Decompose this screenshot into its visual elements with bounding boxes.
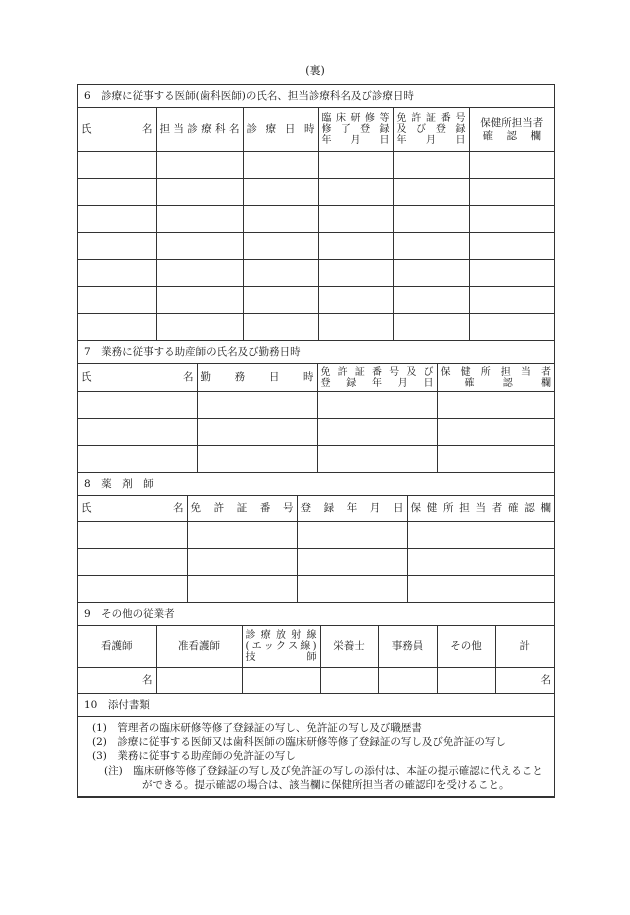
table-cell[interactable] bbox=[197, 392, 317, 419]
table-cell[interactable] bbox=[318, 206, 393, 233]
form-frame bbox=[77, 84, 555, 798]
table-cell[interactable] bbox=[78, 179, 156, 206]
section6-header-training: 臨床研修等 修了登録 年月日 bbox=[318, 108, 393, 152]
table-cell[interactable] bbox=[317, 419, 437, 446]
section7-header-license: 免許証番号及び 登録年月日 bbox=[317, 364, 437, 392]
table-cell[interactable] bbox=[393, 260, 469, 287]
table-cell[interactable] bbox=[78, 233, 156, 260]
table-cell[interactable] bbox=[197, 419, 317, 446]
table-cell[interactable] bbox=[469, 179, 554, 206]
table-cell[interactable] bbox=[393, 179, 469, 206]
section9-table bbox=[78, 603, 554, 694]
table-cell[interactable] bbox=[318, 260, 393, 287]
table-cell[interactable] bbox=[469, 152, 554, 179]
section9-header-assistant-nurse: 准看護師 bbox=[156, 626, 242, 668]
section9-nurse-count[interactable]: 名 bbox=[78, 668, 156, 694]
table-row bbox=[78, 446, 554, 473]
section6-header-schedule: 診療日時 bbox=[243, 108, 318, 152]
table-cell[interactable] bbox=[469, 233, 554, 260]
section8-header-check: 保健所担当者確認欄 bbox=[407, 496, 554, 522]
table-row bbox=[78, 206, 554, 233]
table-cell[interactable] bbox=[197, 446, 317, 473]
table-cell[interactable] bbox=[78, 392, 197, 419]
section7-header-name: 氏名 bbox=[78, 364, 197, 392]
table-cell[interactable] bbox=[187, 549, 297, 576]
table-cell[interactable] bbox=[297, 549, 407, 576]
table-cell[interactable] bbox=[78, 314, 156, 341]
table-row bbox=[78, 419, 554, 446]
table-cell[interactable] bbox=[243, 314, 318, 341]
table-cell[interactable] bbox=[187, 576, 297, 603]
section8-header-license: 免許証番号 bbox=[187, 496, 297, 522]
section10-title: 10 添付書類 bbox=[78, 694, 554, 717]
section10-table bbox=[78, 694, 554, 797]
table-cell[interactable] bbox=[243, 287, 318, 314]
table-cell[interactable] bbox=[393, 287, 469, 314]
table-cell[interactable] bbox=[243, 179, 318, 206]
section6-table bbox=[78, 85, 554, 341]
section7-table bbox=[78, 341, 554, 473]
table-row bbox=[78, 233, 554, 260]
section9-header-dietitian: 栄養士 bbox=[320, 626, 378, 668]
table-cell[interactable] bbox=[378, 668, 437, 694]
table-cell[interactable] bbox=[437, 668, 495, 694]
section6-title: 6 診療に従事する医師(歯科医師)の氏名、担当診療科名及び診療日時 bbox=[78, 85, 554, 108]
section10-notes bbox=[78, 717, 554, 797]
section7-header-schedule: 勤務日時 bbox=[197, 364, 317, 392]
table-cell[interactable] bbox=[318, 152, 393, 179]
section8-header-date: 登録年月日 bbox=[297, 496, 407, 522]
section8-table bbox=[78, 473, 554, 603]
table-cell[interactable] bbox=[469, 314, 554, 341]
attachment-item-2: (2) 診療に従事する医師又は歯科医師の臨床研修等修了登録証の写し及び免許証の写し bbox=[92, 736, 506, 749]
table-row bbox=[78, 314, 554, 341]
table-cell[interactable] bbox=[318, 314, 393, 341]
table-row bbox=[78, 668, 554, 694]
table-cell[interactable] bbox=[156, 260, 243, 287]
attachment-item-3: (3) 業務に従事する助産師の免許証の写し bbox=[92, 750, 296, 763]
table-cell[interactable] bbox=[318, 179, 393, 206]
table-cell[interactable] bbox=[78, 522, 187, 549]
table-cell[interactable] bbox=[156, 179, 243, 206]
table-cell[interactable] bbox=[156, 314, 243, 341]
table-cell[interactable] bbox=[78, 206, 156, 233]
section6-header-department: 担当診療科名 bbox=[156, 108, 243, 152]
table-cell[interactable] bbox=[317, 446, 437, 473]
table-cell[interactable] bbox=[156, 287, 243, 314]
table-row bbox=[78, 549, 554, 576]
section9-header-radiology: 診療放射線 (エックス線) 技 師 bbox=[242, 626, 320, 668]
table-cell[interactable] bbox=[156, 668, 242, 694]
table-cell[interactable] bbox=[318, 233, 393, 260]
table-cell[interactable] bbox=[437, 446, 554, 473]
table-cell[interactable] bbox=[437, 392, 554, 419]
table-cell[interactable] bbox=[437, 419, 554, 446]
section9-header-clerk: 事務員 bbox=[378, 626, 437, 668]
table-cell[interactable] bbox=[78, 446, 197, 473]
table-cell[interactable] bbox=[393, 314, 469, 341]
table-cell[interactable] bbox=[407, 576, 554, 603]
section9-header-other: その他 bbox=[437, 626, 495, 668]
section7-header-check: 保健所担当者 確認欄 bbox=[437, 364, 554, 392]
page-title: (裏) bbox=[305, 64, 325, 77]
section8-title: 8 薬 剤 師 bbox=[78, 473, 554, 496]
table-cell[interactable] bbox=[243, 206, 318, 233]
section6-header-license: 免許証番号 及び登録 年月日 bbox=[393, 108, 469, 152]
table-cell[interactable] bbox=[78, 576, 187, 603]
table-cell[interactable] bbox=[78, 260, 156, 287]
table-cell[interactable] bbox=[243, 152, 318, 179]
table-cell[interactable] bbox=[393, 152, 469, 179]
table-cell[interactable] bbox=[469, 287, 554, 314]
table-cell[interactable] bbox=[317, 392, 437, 419]
section9-header-total: 計 bbox=[495, 626, 554, 668]
table-cell[interactable] bbox=[318, 287, 393, 314]
table-cell[interactable] bbox=[297, 576, 407, 603]
table-cell[interactable] bbox=[297, 522, 407, 549]
section9-header-nurse: 看護師 bbox=[78, 626, 156, 668]
table-cell[interactable] bbox=[407, 522, 554, 549]
table-cell[interactable] bbox=[156, 233, 243, 260]
section7-title: 7 業務に従事する助産師の氏名及び勤務日時 bbox=[78, 341, 554, 364]
section9-title: 9 その他の従業者 bbox=[78, 603, 554, 626]
attachment-note: (注) 臨床研修等修了登録証の写し及び免許証の写しの添付は、本証の提示確認に代えることができる。提示確認の場合は、該当欄に保健所担当者の確認印を受けること。 bbox=[104, 764, 543, 791]
table-cell[interactable] bbox=[156, 206, 243, 233]
table-cell[interactable] bbox=[393, 206, 469, 233]
table-cell[interactable] bbox=[78, 419, 197, 446]
section6-header-name: 氏名 bbox=[78, 108, 156, 152]
table-cell[interactable] bbox=[243, 260, 318, 287]
table-cell[interactable] bbox=[242, 668, 320, 694]
table-cell[interactable] bbox=[187, 522, 297, 549]
table-row bbox=[78, 287, 554, 314]
table-row bbox=[78, 576, 554, 603]
table-cell[interactable] bbox=[469, 206, 554, 233]
section8-header-name: 氏名 bbox=[78, 496, 187, 522]
section9-total-count[interactable]: 名 bbox=[495, 668, 554, 694]
table-row bbox=[78, 179, 554, 206]
section6-header-check: 保健所担当者 確認欄 bbox=[469, 108, 554, 152]
table-row bbox=[78, 392, 554, 419]
table-cell[interactable] bbox=[78, 152, 156, 179]
table-cell[interactable] bbox=[393, 233, 469, 260]
table-cell[interactable] bbox=[78, 549, 187, 576]
table-cell[interactable] bbox=[243, 233, 318, 260]
table-row bbox=[78, 260, 554, 287]
table-cell[interactable] bbox=[407, 549, 554, 576]
attachment-item-1: (1) 管理者の臨床研修等修了登録証の写し、免許証の写し及び職歴書 bbox=[92, 722, 422, 734]
table-cell[interactable] bbox=[320, 668, 378, 694]
table-cell[interactable] bbox=[156, 152, 243, 179]
table-row bbox=[78, 522, 554, 549]
table-cell[interactable] bbox=[469, 260, 554, 287]
table-cell[interactable] bbox=[78, 287, 156, 314]
table-row bbox=[78, 152, 554, 179]
